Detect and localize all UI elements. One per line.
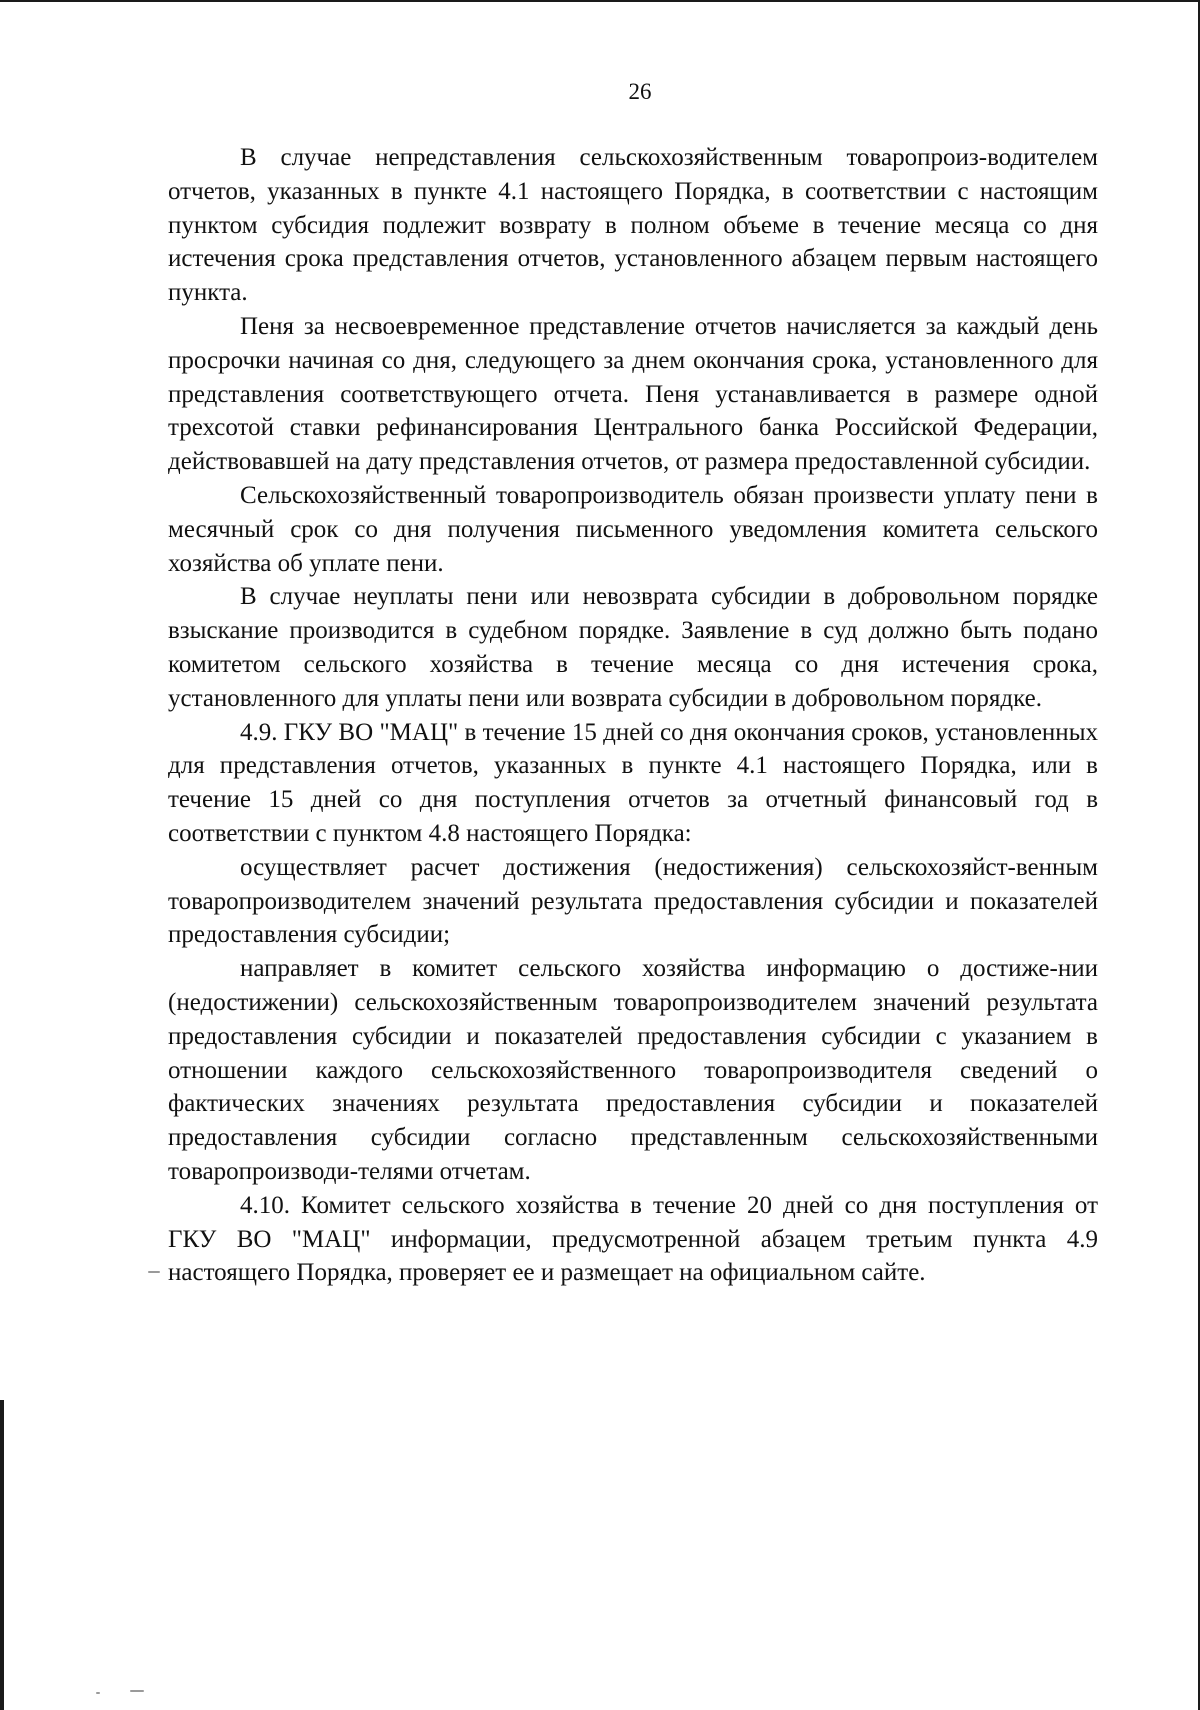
scan-mark <box>148 1271 160 1273</box>
paragraph-4-10: 4.10. Комитет сельского хозяйства в течение 20 дней со дня поступления от ГКУ ВО "МАЦ" информации, предусмотренной абзацем третьим пункта 4.9 настоящего Порядка, проверяет ее и размещает на официальном сайте. <box>168 1191 1098 1287</box>
paragraph-4-9: 4.9. ГКУ ВО "МАЦ" в течение 15 дней со дня окончания сроков, установленных для представления отчетов, указанных в пункте 4.1 настоящего Порядка, или в течение 15 дней со дня поступления отчетов за отчетный финансовый год в соответствии с пунктом 4.8 настоящего Порядка: <box>168 718 1098 847</box>
document-body <box>168 141 1098 1290</box>
scan-border-top <box>0 0 1200 2</box>
paragraph-penalty: Пеня за несвоевременное представление отчетов начисляется за каждый день просрочки начиная со дня, следующего за днем окончания срока, установленного для представления соответствующего отчета. Пеня устанавливается в размере одной трехсотой ставки рефинансирования Центрального банка Российской Федерации, действовавшей на дату представления отчетов, от размера предоставленной субсидии. <box>168 312 1098 476</box>
paragraph-court-recovery: В случае неуплаты пени или невозврата субсидии в добровольном порядке взыскание производится в судебном порядке. Заявление в суд должно быть подано комитетом сельского хозяйства в течение месяца со дня истечения срока, установленного для уплаты пени или возврата субсидии в добровольном порядке. <box>168 583 1098 712</box>
paragraph-penalty-payment: Сельскохозяйственный товаропроизводитель обязан произвести уплату пени в месячный срок со дня получения письменного уведомления комитета сельского хозяйства об уплате пени. <box>168 481 1098 577</box>
page-number: 26 <box>628 79 652 104</box>
scan-mark <box>96 1692 100 1694</box>
scan-border-left <box>0 1400 4 1710</box>
paragraph-4-9-calculation: осуществляет расчет достижения (недостижения) сельскохозяйст-венным товаропроизводителем значений результата предоставления субсидии и показателей предоставления субсидии; <box>168 853 1098 949</box>
paragraph-non-submission: В случае непредставления сельскохозяйственным товаропроиз-водителем отчетов, указанных в пункте 4.1 настоящего Порядка, в соответствии с настоящим пунктом субсидия подлежит возврату в полном объеме в течение месяца со дня истечения срока представления отчетов, установленного абзацем первым настоящего пункта. <box>168 144 1098 307</box>
scan-mark <box>130 1690 144 1692</box>
paragraph-4-9-information: направляет в комитет сельского хозяйства информацию о достиже-нии (недостижении) сельскохозяйственным товаропроизводителем значений результата предоставления субсидии и показателей предоставления субсидии с указанием в отношении каждого сельскохозяйственного товаропроизводителя сведений о фактических значениях результата предоставления субсидии и показателей предоставления субсидии согласно представленным сельскохозяйственными товаропроизводи-телями отчетам. <box>168 955 1098 1185</box>
